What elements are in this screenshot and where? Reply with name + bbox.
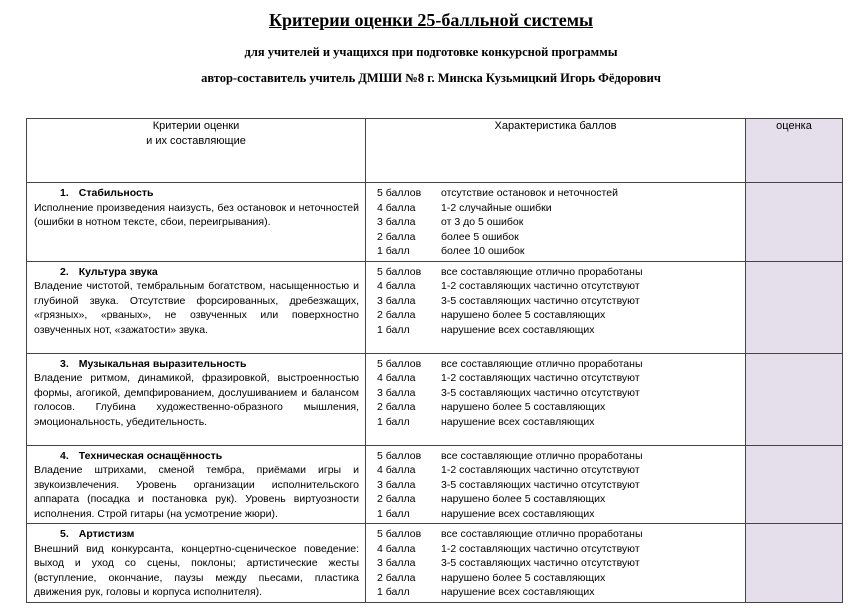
criterion-cell: [27, 183, 366, 262]
criteria-table: [26, 118, 843, 603]
criterion-description: Исполнение произведения наизусть, без остановок и неточностей (ошибки в нотном тексте, сбои, переигрывания).: [34, 201, 359, 228]
header-criteria-line1: Критерии оценки: [152, 120, 240, 132]
points-row: [377, 492, 739, 507]
points-description: нарушено более 5 составляющих: [441, 493, 606, 505]
points-row: [377, 463, 739, 478]
points-cell: [366, 524, 746, 603]
score-cell[interactable]: [746, 353, 843, 445]
points-description: все составляющие отлично проработаны: [441, 265, 643, 278]
points-value: 5 баллов: [377, 449, 422, 462]
criterion-number: 2.: [60, 265, 69, 278]
points-row: [377, 294, 739, 309]
points-row: [377, 371, 739, 386]
points-value: 4 балла: [377, 280, 416, 292]
criterion-name: Стабильность: [78, 187, 154, 199]
points-description: 1-2 случайные ошибки: [441, 201, 552, 214]
criterion-cell: [27, 261, 366, 353]
points-description: более 5 ошибок: [441, 230, 519, 243]
points-row: [377, 386, 739, 401]
criterion-title: [34, 449, 359, 464]
criterion-number: 5.: [60, 528, 69, 540]
points-description: 1-2 составляющих частично отсутствуют: [441, 372, 640, 384]
points-description: от 3 до 5 ошибок: [441, 216, 524, 228]
points-description: нарушено более 5 составляющих: [441, 309, 606, 321]
header-criteria: [27, 119, 366, 183]
criterion-cell: [27, 445, 366, 524]
table-row: [27, 445, 843, 524]
points-value: 4 балла: [377, 372, 416, 384]
points-value: 4 балла: [377, 464, 416, 476]
points-cell: [366, 353, 746, 445]
points-row: [377, 279, 739, 294]
header-points: Характеристика баллов: [366, 119, 746, 183]
points-description: 3-5 составляющих частично отсутствуют: [441, 478, 640, 491]
points-value: 3 балла: [377, 557, 416, 569]
points-cell: [366, 261, 746, 353]
points-description: нарушение всех составляющих: [441, 415, 595, 428]
points-row: [377, 556, 739, 571]
document-title: Критерии оценки 25-балльной системы: [268, 10, 594, 30]
points-description: нарушено более 5 составляющих: [441, 571, 606, 584]
table-row: [27, 353, 843, 445]
points-value: 5 баллов: [377, 357, 422, 370]
header-score: оценка: [746, 119, 843, 183]
points-value: 5 баллов: [377, 265, 422, 278]
criterion-description: Владение штрихами, сменой тембра, приёмами игры и звукоизвлечения. Уровень организации исполнительского аппарата (посадка и постановка рук). Уровень виртуозности исполнения. Строй гитары (на усмотрение жюри).: [34, 464, 359, 520]
points-description: 3-5 составляющих частично отсутствуют: [441, 557, 640, 569]
points-row: [377, 215, 739, 230]
points-description: 1-2 составляющих частично отсутствуют: [441, 464, 640, 476]
points-value: 4 балла: [377, 201, 416, 214]
points-value: 3 балла: [377, 386, 416, 399]
points-description: отсутствие остановок и неточностей: [441, 187, 618, 199]
criterion-title: [34, 357, 359, 372]
points-description: нарушение всех составляющих: [441, 586, 595, 598]
points-value: 3 балла: [377, 216, 416, 228]
points-description: 1-2 составляющих частично отсутствуют: [441, 542, 640, 555]
criterion-description: Внешний вид конкурсанта, концертно-сценическое поведение: выход и уход со сцены, поклоны; артистические жесты (вступление, окончание, паузы между пьесами, пластика движения рук, головы и корпуса исполнителя).: [34, 542, 359, 598]
points-value: 1 балл: [377, 415, 410, 428]
criterion-cell: [27, 524, 366, 603]
points-value: 1 балл: [377, 323, 410, 336]
score-cell[interactable]: [746, 183, 843, 262]
points-row: [377, 308, 739, 323]
criterion-description: Владение чистотой, тембральным богатством, насыщенностью и глубиной звука. Отсутствие форсированных, дребезжащих, «грязных», «рваных», не озвученных или поверхностно озвученных нот, «зажатости» звука.: [34, 280, 359, 336]
points-value: 5 баллов: [377, 187, 422, 199]
points-value: 1 балл: [377, 245, 410, 257]
criterion-title: [34, 527, 359, 542]
points-description: 3-5 составляющих частично отсутствуют: [441, 294, 640, 307]
points-row: [377, 323, 739, 338]
document-subtitle: для учителей и учащихся при подготовке конкурсной программы: [244, 45, 618, 59]
points-row: [377, 585, 739, 600]
points-row: [377, 186, 739, 201]
score-cell[interactable]: [746, 445, 843, 524]
table-row: [27, 183, 843, 262]
points-description: нарушено более 5 составляющих: [441, 401, 606, 413]
points-value: 2 балла: [377, 401, 416, 413]
points-value: 2 балла: [377, 493, 416, 505]
points-value: 3 балла: [377, 294, 416, 307]
criterion-cell: [27, 353, 366, 445]
criterion-title: [34, 265, 359, 280]
points-row: [377, 507, 739, 522]
criterion-title: [34, 186, 359, 201]
criterion-name: Культура звука: [78, 265, 158, 278]
points-row: [377, 357, 739, 372]
points-row: [377, 571, 739, 586]
document-author: автор-составитель учитель ДМШИ №8 г. Минска Кузьмицкий Игорь Фёдорович: [201, 71, 661, 85]
criterion-number: 1.: [60, 187, 69, 199]
points-description: 3-5 составляющих частично отсутствуют: [441, 386, 640, 399]
header-criteria-line2: и их составляющие: [146, 135, 246, 147]
table-header-row: [27, 119, 843, 183]
points-value: 2 балла: [377, 230, 416, 243]
table-row: [27, 524, 843, 603]
points-description: все составляющие отлично проработаны: [441, 449, 643, 462]
points-cell: [366, 445, 746, 524]
points-row: [377, 265, 739, 280]
points-row: [377, 201, 739, 216]
table-row: [27, 261, 843, 353]
points-value: 2 балла: [377, 571, 416, 584]
points-row: [377, 400, 739, 415]
points-row: [377, 415, 739, 430]
points-description: все составляющие отлично проработаны: [441, 357, 643, 370]
points-cell: [366, 183, 746, 262]
points-value: 4 балла: [377, 542, 416, 555]
points-value: 2 балла: [377, 309, 416, 321]
points-row: [377, 449, 739, 464]
points-row: [377, 230, 739, 245]
points-value: 1 балл: [377, 586, 410, 598]
points-row: [377, 542, 739, 557]
points-value: 3 балла: [377, 478, 416, 491]
criterion-name: Музыкальная выразительность: [78, 357, 247, 370]
points-description: более 10 ошибок: [441, 245, 525, 257]
points-description: нарушение всех составляющих: [441, 507, 595, 520]
criterion-name: Техническая оснащённость: [78, 449, 223, 462]
points-row: [377, 244, 739, 259]
points-row: [377, 478, 739, 493]
points-row: [377, 527, 739, 542]
points-description: нарушение всех составляющих: [441, 323, 595, 336]
points-value: 5 баллов: [377, 528, 422, 540]
criterion-number: 3.: [60, 357, 69, 370]
points-description: все составляющие отлично проработаны: [441, 528, 643, 540]
score-cell[interactable]: [746, 524, 843, 603]
criterion-description: Владение ритмом, динамикой, фразировкой, выстроенностью формы, агогикой, демпфированием, дослушиванием и балансом голосов. Глубина художественно-образного мышления, эмоциональность, убедительность.: [34, 372, 359, 428]
points-value: 1 балл: [377, 507, 410, 520]
score-cell[interactable]: [746, 261, 843, 353]
criterion-number: 4.: [60, 449, 69, 462]
points-description: 1-2 составляющих частично отсутствуют: [441, 280, 640, 292]
criterion-name: Артистизм: [78, 528, 135, 540]
